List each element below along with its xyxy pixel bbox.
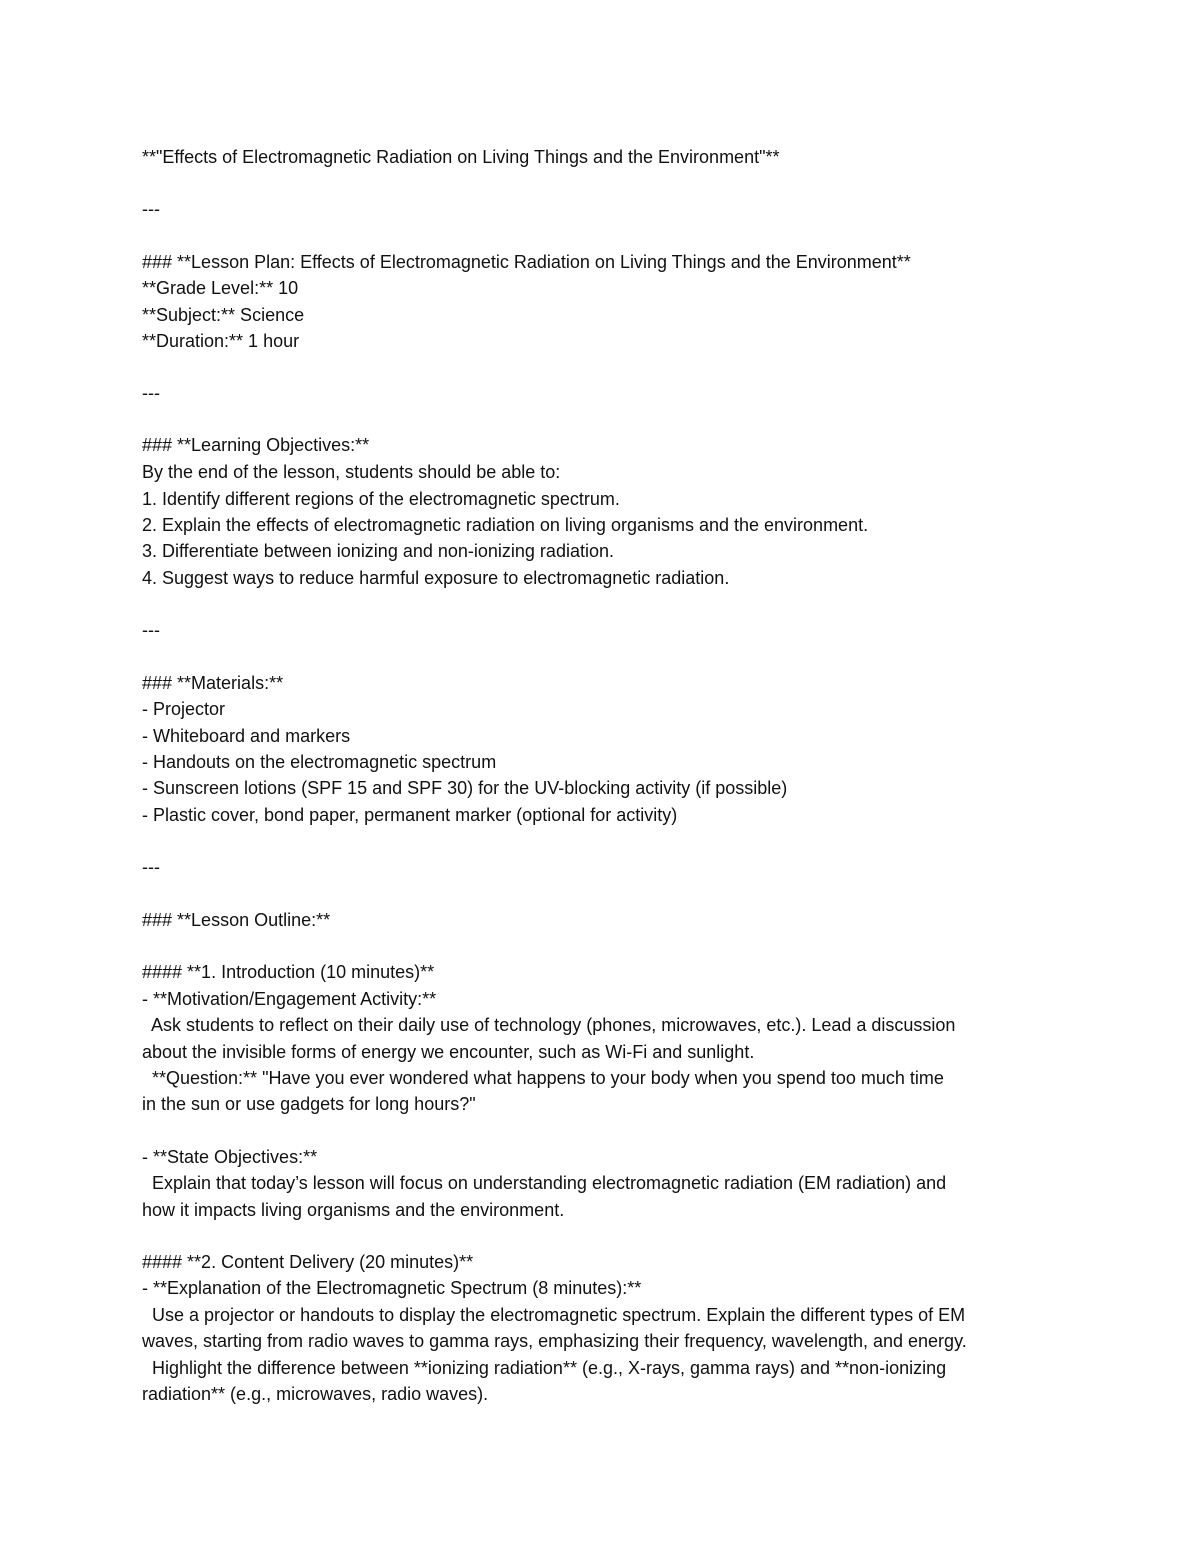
- lesson-plan-heading: ### **Lesson Plan: Effects of Electromagnetic Radiation on Living Things and the Environment**: [142, 252, 911, 272]
- subject: **Subject:** Science: [142, 305, 305, 325]
- outline-heading: ### **Lesson Outline:**: [142, 910, 331, 930]
- material-item: - Handouts on the electromagnetic spectrum: [142, 752, 497, 772]
- objective-item: 3. Differentiate between ionizing and non-ionizing radiation.: [142, 541, 614, 561]
- paragraph-line: Highlight the difference between **ionizing radiation** (e.g., X-rays, gamma rays) and **non-ionizing: [142, 1358, 947, 1378]
- section-heading-content-delivery: #### **2. Content Delivery (20 minutes)**: [142, 1252, 474, 1272]
- objectives-intro: By the end of the lesson, students should be able to:: [142, 462, 561, 482]
- paragraph-line: how it impacts living organisms and the environment.: [142, 1200, 565, 1220]
- outline-item: - **State Objectives:**: [142, 1147, 318, 1167]
- grade-level: **Grade Level:** 10: [142, 278, 299, 298]
- material-item: - Plastic cover, bond paper, permanent marker (optional for activity): [142, 805, 678, 825]
- duration: **Duration:** 1 hour: [142, 331, 300, 351]
- separator: ---: [142, 199, 160, 219]
- section-heading-introduction: #### **1. Introduction (10 minutes)**: [142, 962, 435, 982]
- material-item: - Projector: [142, 699, 226, 719]
- separator: ---: [142, 383, 160, 403]
- paragraph-line: in the sun or use gadgets for long hours?": [142, 1094, 476, 1114]
- separator: ---: [142, 620, 160, 640]
- paragraph-line: **Question:** "Have you ever wondered what happens to your body when you spend too much time: [142, 1068, 944, 1088]
- paragraph-line: Ask students to reflect on their daily use of technology (phones, microwaves, etc.). Lead a discussion: [142, 1015, 956, 1035]
- material-item: - Whiteboard and markers: [142, 726, 351, 746]
- document-title: **"Effects of Electromagnetic Radiation on Living Things and the Environment"**: [142, 147, 780, 167]
- outline-item: - **Explanation of the Electromagnetic Spectrum (8 minutes):**: [142, 1278, 642, 1298]
- outline-item: - **Motivation/Engagement Activity:**: [142, 989, 437, 1009]
- material-item: - Sunscreen lotions (SPF 15 and SPF 30) for the UV-blocking activity (if possible): [142, 778, 788, 798]
- objective-item: 4. Suggest ways to reduce harmful exposure to electromagnetic radiation.: [142, 568, 730, 588]
- paragraph-line: waves, starting from radio waves to gamma rays, emphasizing their frequency, wavelength, and energy.: [142, 1331, 967, 1351]
- objective-item: 1. Identify different regions of the electromagnetic spectrum.: [142, 489, 620, 509]
- separator: ---: [142, 857, 160, 877]
- paragraph-line: about the invisible forms of energy we encounter, such as Wi-Fi and sunlight.: [142, 1042, 755, 1062]
- objective-item: 2. Explain the effects of electromagnetic radiation on living organisms and the environment.: [142, 515, 869, 535]
- paragraph-line: Explain that today’s lesson will focus on understanding electromagnetic radiation (EM radiation) and: [142, 1173, 947, 1193]
- objectives-heading: ### **Learning Objectives:**: [142, 435, 370, 455]
- paragraph-line: radiation** (e.g., microwaves, radio waves).: [142, 1384, 489, 1404]
- materials-heading: ### **Materials:**: [142, 673, 284, 693]
- paragraph-line: Use a projector or handouts to display the electromagnetic spectrum. Explain the different types of EM: [142, 1305, 966, 1325]
